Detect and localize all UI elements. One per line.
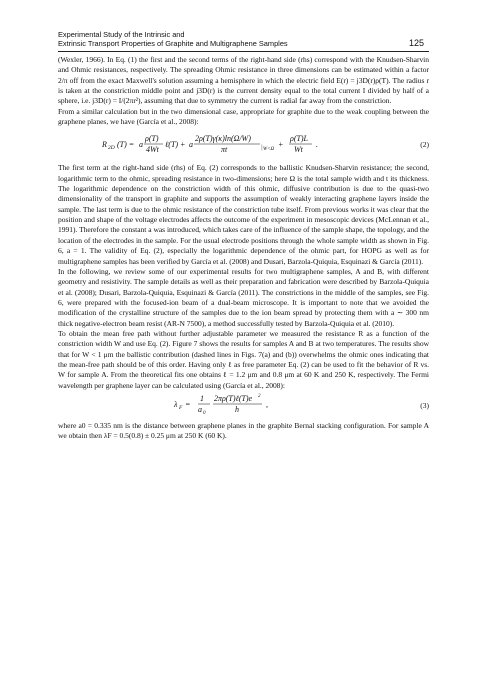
svg-text:=: = — [184, 400, 190, 410]
header-title-line1: Experimental Study of the Intrinsic and — [58, 30, 185, 39]
page-number: 125 — [408, 38, 424, 48]
header-title-line2: Extrinsic Transport Properties of Graphite and Multigraphene Samples — [58, 39, 288, 48]
svg-text:+: + — [277, 139, 283, 149]
svg-text:(T) =: (T) = — [116, 139, 134, 149]
equation-2 — [58, 127, 429, 163]
svg-text:4Wt: 4Wt — [145, 144, 159, 154]
svg-text:h: h — [234, 405, 239, 415]
svg-text:W<Ω: W<Ω — [262, 146, 274, 152]
paragraph-1: (Wexler, 1966). In Eq. (1) the first and the second terms of the right-hand side (rhs) correspond with the Knudsen-Sharvin and Ohmic resistances, respectively. The spreading Ohmic resistance in three dimensions can be estimated within a factor 2/π off from the exact Maxwell's solution assuming a hemisphere in which the electric field E(r) = j3D(r)ρ(T). The radius r is taken at the constriction middle point and j3D(r) is the current density equal to the total current I divided by half of a sphere, i.e. j3D(r) = I/(2πr²), assuming that due to symmetry the current is radial far away from the constriction. — [58, 55, 429, 106]
header-rule — [58, 51, 429, 52]
svg-text:ρ(T): ρ(T) — [144, 133, 159, 143]
paragraph-2: From a similar calculation but in the two dimensional case, appropriate for graphite due to the weak coupling between the graphene planes, we have (García et al., 2008): — [58, 106, 429, 127]
svg-text:a: a — [138, 139, 143, 149]
svg-text:2πρ(T)ℓ(T)e: 2πρ(T)ℓ(T)e — [213, 394, 252, 404]
svg-text:|: | — [260, 144, 263, 151]
paragraph-6: where a0 = 0.335 nm is the distance between graphene planes in the graphite Bernal stacking configuration. For sample A we obtain then λF = 0.5(0.8) ± 0.25 μm at 250 K (60 K). — [58, 420, 429, 441]
equation-3-label: (3) — [420, 400, 429, 410]
equation-2-label: (2) — [420, 140, 429, 150]
svg-text:1: 1 — [199, 394, 204, 404]
svg-text:a: a — [197, 405, 202, 415]
svg-text:Wt: Wt — [293, 144, 303, 154]
body-text — [58, 55, 429, 442]
svg-text:ℓ(T) +: ℓ(T) + — [164, 139, 185, 149]
equation-2-formula — [58, 127, 409, 164]
svg-text:.: . — [315, 139, 318, 149]
equation-2-svg — [84, 127, 384, 161]
equation-3 — [58, 391, 429, 421]
equation-3-formula — [58, 389, 409, 422]
svg-text:,: , — [265, 400, 268, 410]
equation-3-svg — [154, 389, 314, 419]
svg-text:0: 0 — [202, 411, 205, 417]
paragraph-3: The first term at the right-hand side (rhs) of Eq. (2) corresponds to the ballistic Knudsen-Sharvin resistance; the second, logarithmic term to the ohmic, spreading resistance in two-dimensions; here Ω is the total sample width and t its thickness. The logarithmic dependence on the constriction width of this ohmic, diffusive contribution is due to the quasi-two dimensionality of the transport in graphite and supports the assumption of weakly interacting graphene layers inside the sample. The last term is due to the ohmic resistance of the constriction tube itself. From previous works it was clear that the position and shape of the voltage electrodes affects the outcome of the experiment in mesoscopic devices (McLennan et al., 1991). Therefore the constant a was introduced, which takes care of the influence of the sample shape, the topology, and the location of the electrodes in the sample. For the usual electrode positions through the whole sample width as shown in Fig. 6, a = 1. The validity of Eq. (2), especially the logarithmic dependence of the ohmic part, for HOPG as well as for multigraphene samples has been verified by García et al. (2008) and Dusari, Barzola-Quiquia, Esquinazi & García (2011). — [58, 163, 429, 266]
svg-text:ρ(T)L: ρ(T)L — [289, 133, 308, 143]
svg-text:a: a — [188, 139, 193, 149]
paragraph-5: To obtain the mean free path without further adjustable parameter we measured the resistance R as a function of the constriction width W and use Eq. (2). Figure 7 shows the results for samples A and B at two temperatures. The results show that for W < 1 μm the ballistic contribution (dashed lines in Figs. 7(a) and (b)) overwhelms the ohmic ones indicating that the mean-free path should be of this order. Having only ℓ as free parameter Eq. (2) can be used to fit the behavior of R vs. W for sample A. From the theoretical fits one obtains ℓ = 1.2 μm and 0.8 μm at 60 K and 250 K, respectively. The Fermi wavelength per graphene layer can be calculated using (García et al., 2008): — [58, 328, 429, 390]
svg-text:R: R — [101, 139, 107, 149]
running-header — [58, 30, 424, 48]
svg-text:2: 2 — [257, 394, 260, 400]
svg-text:πt: πt — [220, 144, 227, 154]
paragraph-4: In the following, we review some of our experimental results for two multigraphene samples, A and B, with different geometry and resistivity. The sample details as well as their preparation and fabrication were described by Barzola-Quiquia et al. (2008); Dusari, Barzola-Quiquia, Esquinazi & García (2011). The constrictions in the middle of the samples, see Fig. 6, were prepared with the focused-ion beam of a dual-beam microscope. It is important to note that we avoided the modification of the crystalline structure of the samples due to the ion beam spread by protecting them with a ∼ 300 nm thick negative-electron beam resist (AR-N 7500), a method successfully tested by Barzola-Quiquia et al. (2010). — [58, 266, 429, 328]
svg-text:λ: λ — [173, 400, 177, 410]
svg-text:2D: 2D — [107, 144, 115, 151]
svg-text:F: F — [178, 405, 182, 412]
svg-text:2ρ(T)γ(κ)ln(Ω/W): 2ρ(T)γ(κ)ln(Ω/W) — [194, 133, 251, 143]
